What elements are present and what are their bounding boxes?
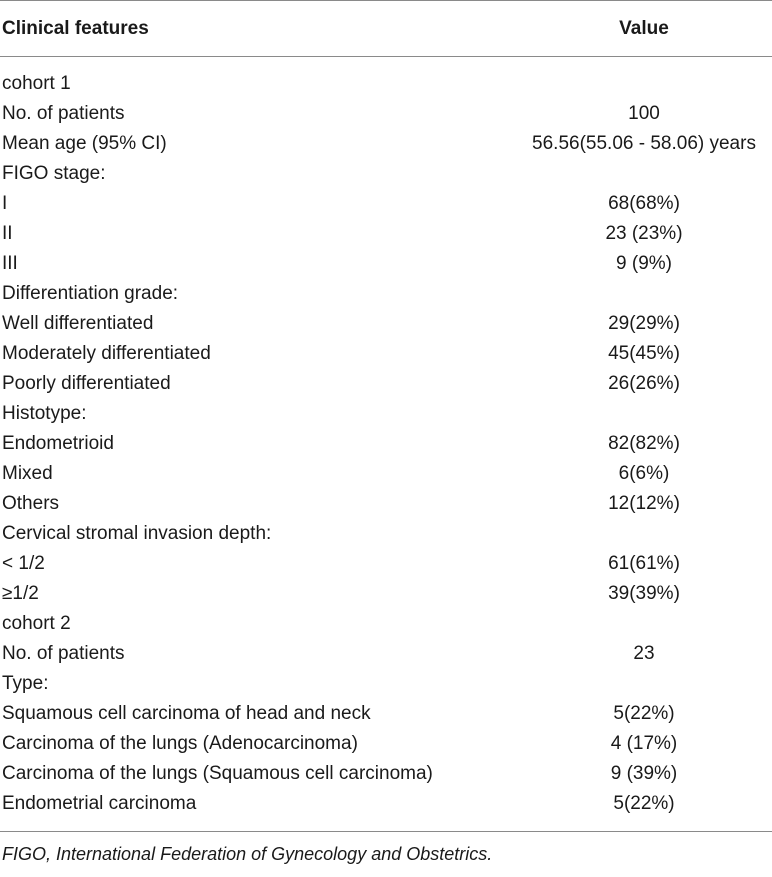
table-row bbox=[0, 549, 772, 579]
row-value: 61(61%) bbox=[608, 553, 680, 574]
row-label: Poorly differentiated bbox=[2, 373, 171, 394]
row-label: Mean age (95% CI) bbox=[2, 133, 167, 154]
row-value: 9 (39%) bbox=[610, 763, 678, 784]
table-row bbox=[0, 429, 772, 459]
row-value: 56.56(55.06 - 58.06) years bbox=[532, 133, 756, 154]
table-row bbox=[0, 249, 772, 279]
row-value: 100 bbox=[628, 103, 660, 124]
table-row bbox=[0, 519, 772, 549]
row-label: Carcinoma of the lungs (Adenocarcinoma) bbox=[2, 733, 358, 754]
row-label: II bbox=[2, 223, 13, 244]
table-row bbox=[0, 309, 772, 339]
table-row bbox=[0, 279, 772, 309]
table-row bbox=[0, 579, 772, 609]
row-label: FIGO stage: bbox=[2, 163, 106, 184]
row-value: 9 (9%) bbox=[616, 253, 672, 274]
table-row bbox=[0, 399, 772, 429]
row-label: No. of patients bbox=[2, 643, 125, 664]
table-row bbox=[0, 729, 772, 759]
row-value: 82(82%) bbox=[608, 433, 680, 454]
row-value: 68(68%) bbox=[608, 193, 680, 214]
row-label: Carcinoma of the lungs (Squamous cell carcinoma) bbox=[2, 763, 433, 784]
table-header bbox=[0, 1, 772, 56]
table-row bbox=[0, 369, 772, 399]
row-value: 39(39%) bbox=[608, 583, 680, 604]
row-label: III bbox=[2, 253, 18, 274]
row-value: 5(22%) bbox=[613, 793, 675, 814]
row-value: 5(22%) bbox=[613, 703, 675, 724]
row-value: 26(26%) bbox=[608, 373, 680, 394]
table-row bbox=[0, 69, 772, 99]
table-footnote: FIGO, International Federation of Gynecology and Obstetrics. bbox=[2, 844, 493, 864]
row-label: cohort 2 bbox=[2, 613, 71, 634]
row-label: Others bbox=[2, 493, 60, 514]
row-label: Squamous cell carcinoma of head and neck bbox=[2, 703, 371, 724]
table-row bbox=[0, 459, 772, 489]
table-row bbox=[0, 759, 772, 789]
header-value: Value bbox=[619, 17, 669, 39]
row-value: 12(12%) bbox=[608, 493, 680, 514]
table-row bbox=[0, 129, 772, 159]
table-row bbox=[0, 609, 772, 639]
table-row bbox=[0, 669, 772, 699]
row-label: I bbox=[2, 193, 8, 214]
row-label: Type: bbox=[2, 673, 49, 694]
row-label: cohort 1 bbox=[2, 73, 71, 94]
row-label: Endometrial carcinoma bbox=[2, 793, 197, 814]
row-value: 6(6%) bbox=[618, 463, 670, 484]
row-value: 23 bbox=[633, 643, 655, 664]
table-row bbox=[0, 189, 772, 219]
row-label: Cervical stromal invasion depth: bbox=[2, 523, 272, 544]
table-row bbox=[0, 99, 772, 129]
table-row bbox=[0, 339, 772, 369]
row-label: Moderately differentiated bbox=[2, 343, 211, 364]
row-value: 23 (23%) bbox=[605, 223, 683, 244]
row-label: Well differentiated bbox=[2, 313, 154, 334]
row-value: 4 (17%) bbox=[610, 733, 678, 754]
table-row bbox=[0, 699, 772, 729]
row-label: Mixed bbox=[2, 463, 53, 484]
table-row bbox=[0, 789, 772, 819]
table-body bbox=[0, 57, 772, 831]
table-row bbox=[0, 489, 772, 519]
row-label: No. of patients bbox=[2, 103, 125, 124]
header-clinical-features: Clinical features bbox=[2, 17, 149, 39]
row-label: Endometrioid bbox=[2, 433, 114, 454]
row-label: Differentiation grade: bbox=[2, 283, 179, 304]
row-label: Histotype: bbox=[2, 403, 87, 424]
table-row bbox=[0, 219, 772, 249]
row-value: 29(29%) bbox=[608, 313, 680, 334]
table-row bbox=[0, 159, 772, 189]
row-label: ≥1/2 bbox=[2, 583, 39, 604]
row-value: 45(45%) bbox=[608, 343, 680, 364]
table-row bbox=[0, 639, 772, 669]
row-label: < 1/2 bbox=[2, 553, 45, 574]
